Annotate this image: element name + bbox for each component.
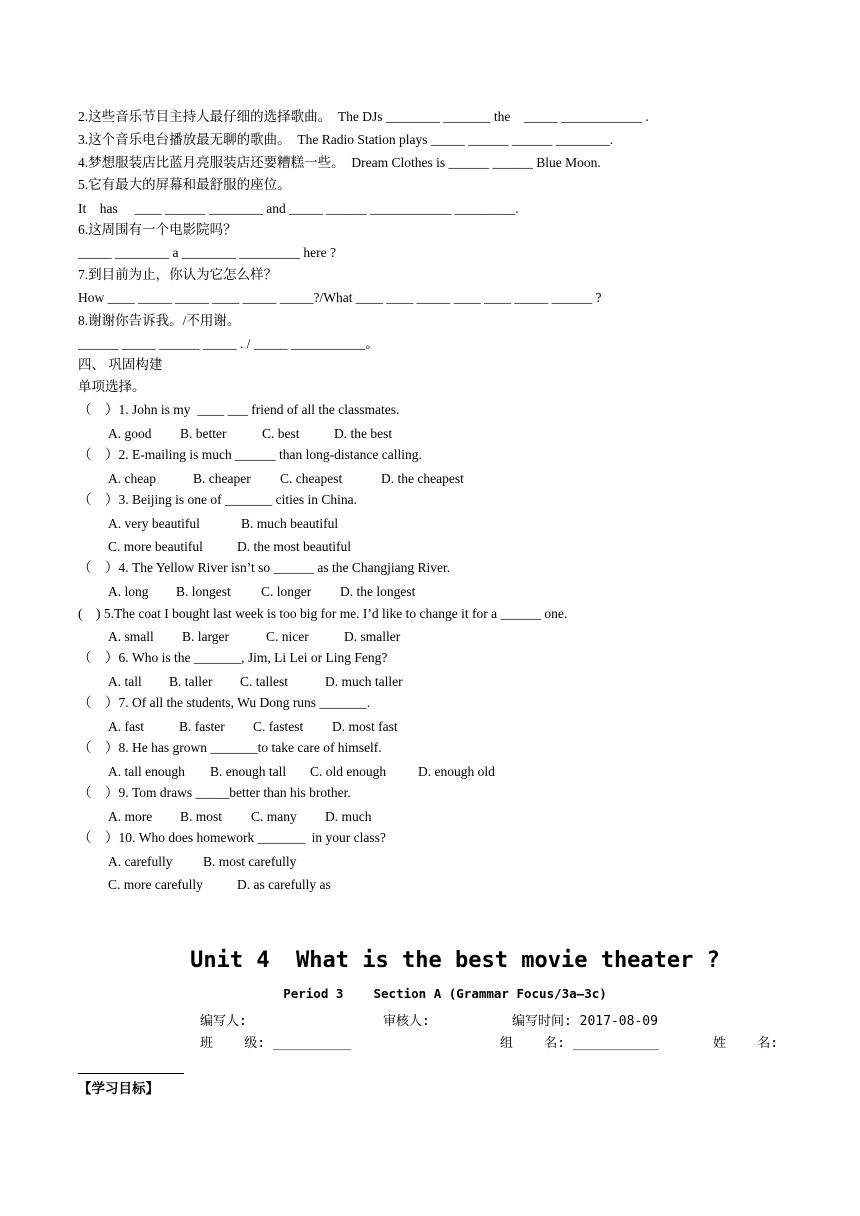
learning-goals-heading: 【学习目标】 (78, 1081, 159, 1097)
option-b: B. better (180, 426, 227, 441)
option-c: C. more carefully (108, 877, 203, 892)
option-c: C. best (262, 426, 300, 441)
option-c: C. cheapest (280, 471, 343, 486)
option-d: D. as carefully as (237, 877, 331, 892)
option-b: B. cheaper (193, 471, 251, 486)
option-a: A. long (108, 584, 149, 599)
question-stem: （ ）8. He has grown _______to take care of himself. (78, 740, 382, 755)
option-a: A. small (108, 629, 154, 644)
option-d: D. the most beautiful (237, 539, 351, 554)
translation-item-4: 4.梦想服装店比蓝月亮服装店还要糟糕一些。 Dream Clothes is ______ ______ Blue Moon. (78, 155, 601, 170)
translation-item-8-chinese: 8.谢谢你告诉我。/不用谢。 (78, 313, 241, 328)
question-stem: （ ）1. John is my ____ ___ friend of all the classmates. (78, 402, 400, 417)
unit-subtitle: Period 3 Section A (Grammar Focus/3a—3c) (283, 986, 607, 1001)
option-b: B. most (180, 809, 223, 824)
option-a: A. cheap (108, 471, 156, 486)
option-d: D. the longest (340, 584, 416, 599)
question-stem: （ ）4. The Yellow River isn’t so ______ as the Changjiang River. (78, 560, 451, 575)
option-d: D. much (325, 809, 372, 824)
section-instruction: 单项选择。 (78, 379, 146, 394)
option-d: D. enough old (418, 764, 495, 779)
question-stem: （ ）9. Tom draws _____better than his brother. (78, 785, 351, 800)
option-d: D. the best (334, 426, 393, 441)
option-d: D. much taller (325, 674, 403, 689)
option-b: B. faster (179, 719, 225, 734)
option-c: C. nicer (266, 629, 309, 644)
option-b: B. longest (176, 584, 231, 599)
option-d: D. most fast (332, 719, 398, 734)
question-stem: （ ）6. Who is the _______, Jim, Li Lei or Ling Feng? (78, 650, 388, 665)
name-field: 姓 名: (713, 1036, 779, 1051)
option-b: B. enough tall (210, 764, 287, 779)
option-a: A. very beautiful (108, 516, 200, 531)
translation-item-8-english: ______ _____ ______ _____ . / _____ ___________。 (78, 336, 379, 351)
reviewer-label: 审核人: (383, 1014, 430, 1029)
option-a: A. carefully (108, 854, 173, 869)
option-b: B. much beautiful (241, 516, 339, 531)
option-a: A. fast (108, 719, 144, 734)
option-c: C. old enough (310, 764, 387, 779)
option-a: A. good (108, 426, 152, 441)
option-d: D. smaller (344, 629, 401, 644)
group-field: 组 名: ___________ (500, 1036, 660, 1051)
translation-item-6-chinese: 6.这周围有一个电影院吗？ (78, 222, 237, 237)
option-c: C. longer (261, 584, 312, 599)
translation-item-7-english: How ____ _____ _____ ____ _____ _____?/What ____ ____ _____ ____ ____ _____ ______ ? (78, 290, 602, 305)
option-a: A. tall enough (108, 764, 185, 779)
translation-item-5-chinese: 5.它有最大的屏幕和最舒服的座位。 (78, 177, 291, 192)
option-b: B. larger (182, 629, 229, 644)
question-stem: （ ）7. Of all the students, Wu Dong runs _______. (78, 695, 371, 710)
question-stem: （ ）3. Beijing is one of _______ cities in China. (78, 492, 357, 507)
unit-title: Unit 4 What is the best movie theater ? (190, 948, 720, 973)
translation-item-2: 2.这些音乐节目主持人最仔细的选择歌曲。 The DJs ________ _______ the _____ ____________ . (78, 109, 649, 124)
option-d: D. the cheapest (381, 471, 464, 486)
option-c: C. more beautiful (108, 539, 203, 554)
name-underline (78, 1073, 184, 1074)
question-stem: ( ) 5.The coat I bought last week is too big for me. I’d like to change it for a ______ one. (78, 606, 568, 621)
option-c: C. tallest (240, 674, 288, 689)
section-heading: 四、 巩固构建 (78, 357, 163, 372)
option-c: C. many (251, 809, 297, 824)
option-b: B. most carefully (203, 854, 297, 869)
option-a: A. tall (108, 674, 142, 689)
question-stem: （ ）10. Who does homework _______ in your class? (78, 830, 386, 845)
writer-label: 编写人: (200, 1014, 247, 1029)
translation-item-3: 3.这个音乐电台播放最无聊的歌曲。 The Radio Station plays _____ ______ ______ ________. (78, 132, 614, 147)
option-b: B. taller (169, 674, 213, 689)
option-a: A. more (108, 809, 153, 824)
date-label: 编写时间: 2017-08-09 (512, 1014, 658, 1029)
translation-item-6-english: _____ ________ a ________ _________ here ? (78, 245, 336, 260)
translation-item-5-english: It has ____ ______ ________ and _____ ______ ____________ _________. (78, 201, 519, 216)
class-field: 班 级: __________ (200, 1036, 352, 1051)
translation-item-7-chinese: 7.到目前为止，你认为它怎么样？ (78, 267, 278, 282)
question-stem: （ ）2. E-mailing is much ______ than long-distance calling. (78, 447, 422, 462)
option-c: C. fastest (253, 719, 304, 734)
